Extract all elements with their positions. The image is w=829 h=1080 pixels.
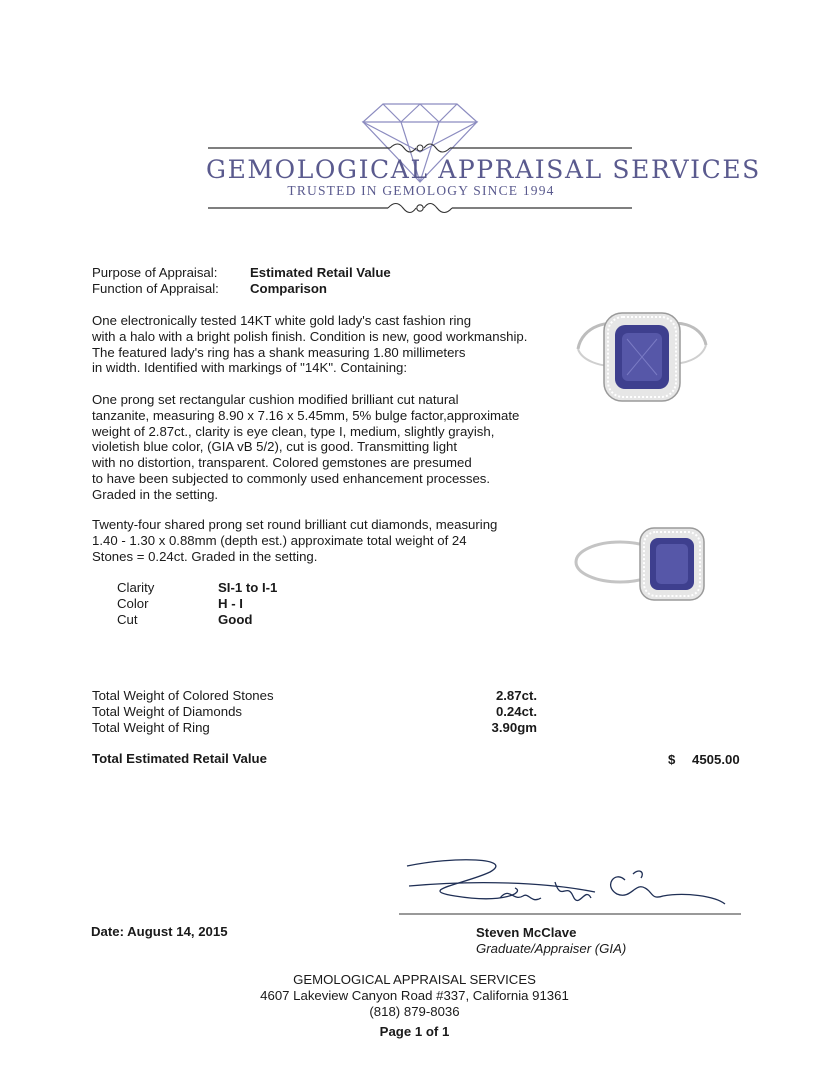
tanzanite-description — [92, 392, 562, 503]
footer-phone: (818) 879-8036 — [369, 1004, 460, 1019]
description-line: 1.40 - 1.30 x 0.88mm (depth est.) approximate total weight of 24 — [92, 532, 467, 548]
purpose-label: Purpose of Appraisal: — [92, 265, 218, 280]
ring-front-image — [572, 305, 712, 407]
diamond-description — [92, 517, 562, 564]
description-line: in width. Identified with markings of "14K". Containing: — [92, 360, 408, 376]
estimate-label: Total Estimated Retail Value — [92, 751, 267, 766]
function-value: Comparison — [250, 281, 327, 296]
company-name: GEMOLOGICAL APPRAISAL SERVICES — [206, 155, 761, 184]
estimate-amount: 4505.00 — [692, 752, 740, 767]
function-label: Function of Appraisal: — [92, 281, 219, 296]
diamonds-weight-value: 0.24ct. — [495, 704, 537, 719]
description-line: with no distortion, transparent. Colored gemstones are presumed — [92, 455, 472, 471]
description-line: The featured lady's ring has a shank measuring 1.80 millimeters — [92, 344, 466, 360]
colored-stones-weight-value: 2.87ct. — [495, 688, 537, 703]
description-line: violetish blue color, (GIA vB 5/2), cut is good. Transmitting light — [92, 439, 458, 455]
page-number: Page 1 of 1 — [379, 1024, 450, 1039]
appraiser-title: Graduate/Appraiser (GIA) — [476, 941, 627, 956]
ring-side-image — [572, 522, 712, 608]
colored-stones-weight-label: Total Weight of Colored Stones — [92, 688, 274, 703]
cut-value: Good — [218, 612, 253, 627]
description-line: with a halo with a bright polish finish. Condition is new, good workmanship. — [92, 328, 528, 344]
ring-weight-label: Total Weight of Ring — [92, 720, 210, 735]
currency-symbol: $ — [668, 752, 676, 767]
description-line: to have been subjected to commonly used enhancement processes. — [92, 470, 491, 486]
footer-address: 4607 Lakeview Canyon Road #337, California 91361 — [260, 988, 569, 1003]
color-value: H - I — [218, 596, 243, 611]
description-line: weight of 2.87ct., clarity is eye clean, type I, medium, slightly grayish, — [92, 423, 495, 439]
company-tagline: TRUSTED IN GEMOLOGY SINCE 1994 — [287, 183, 555, 198]
description-line: tanzanite, measuring 8.90 x 7.16 x 5.45mm, 5% bulge factor,approximate — [92, 407, 520, 423]
description-line: One prong set rectangular cushion modified brilliant cut natural — [92, 392, 459, 407]
clarity-label: Clarity — [117, 580, 155, 595]
description-line: Graded in the setting. — [92, 486, 219, 502]
appraisal-date: Date: August 14, 2015 — [91, 924, 228, 939]
ring-weight-value: 3.90gm — [491, 720, 537, 735]
cut-label: Cut — [117, 612, 138, 627]
description-line: Stones = 0.24ct. Graded in the setting. — [92, 548, 318, 564]
color-label: Color — [117, 596, 149, 611]
signature-image — [395, 852, 745, 922]
footer-company: GEMOLOGICAL APPRAISAL SERVICES — [293, 972, 536, 987]
description-line: One electronically tested 14KT white gold lady's cast fashion ring — [92, 313, 472, 328]
diamonds-weight-label: Total Weight of Diamonds — [92, 704, 243, 719]
appraiser-name: Steven McClave — [476, 925, 577, 940]
purpose-value: Estimated Retail Value — [250, 265, 391, 280]
clarity-value: SI-1 to I-1 — [218, 580, 278, 595]
description-line: Twenty-four shared prong set round brilliant cut diamonds, measuring — [92, 517, 498, 532]
ring-description — [92, 313, 562, 376]
